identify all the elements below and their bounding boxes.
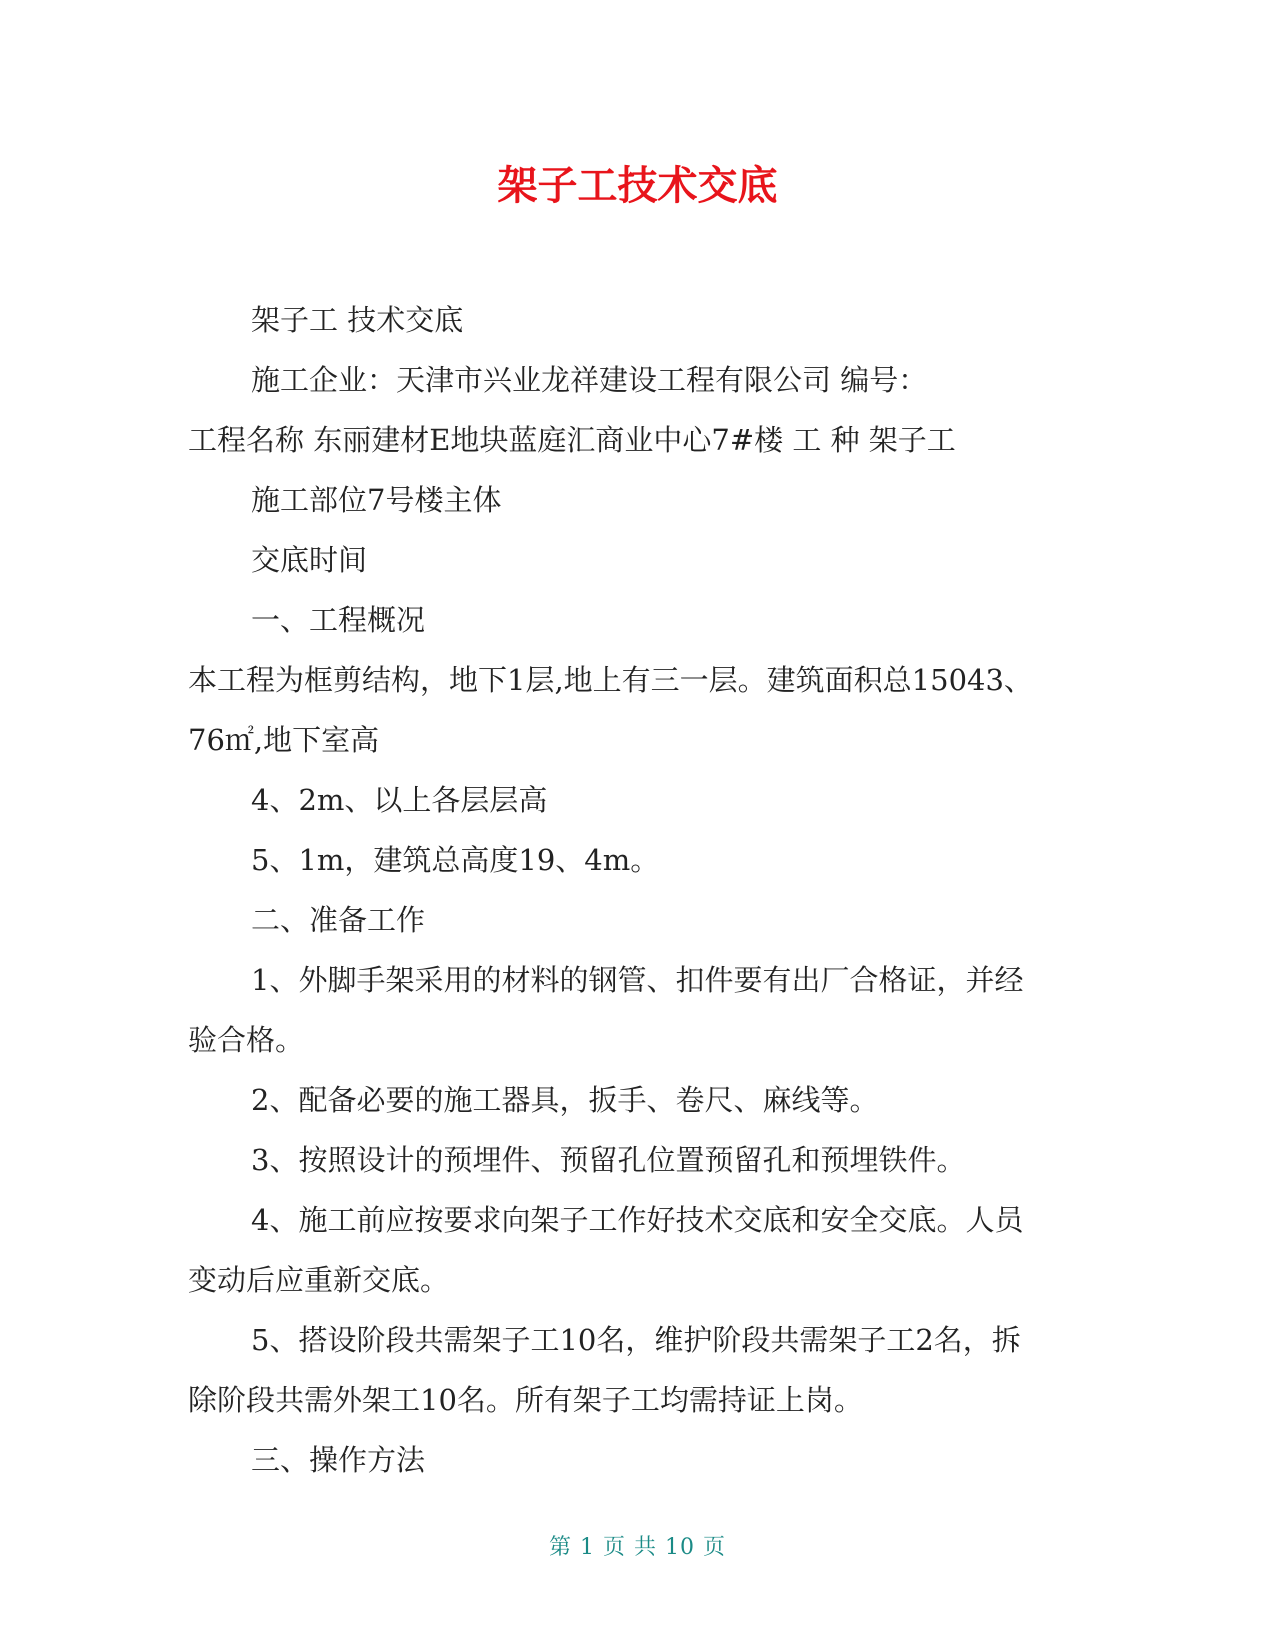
document-title: 架子工技术交底 (497, 163, 778, 209)
list-item-1-line-2: 验合格。 (188, 1023, 305, 1057)
list-item-1-line-1: 1、外脚手架采用的材料的钢管、扣件要有出厂合格证，并经 (251, 963, 1024, 997)
paragraph-project-name: 工程名称 东丽建材E地块蓝庭汇商业中心7#楼 工 种 架子工 (188, 423, 956, 457)
paragraph-overview-line-4: 5、1m，建筑总高度19、4m。 (251, 843, 660, 877)
page-number-footer: 第 1 页 共 10 页 (549, 1535, 726, 1560)
section-heading-overview: 一、工程概况 (251, 603, 426, 637)
list-item-2: 2、配备必要的施工器具，扳手、卷尺、麻线等。 (251, 1083, 879, 1117)
paragraph-overview-line-2: 76㎡,地下室高 (188, 723, 380, 757)
paragraph-overview-line-1: 本工程为框剪结构，地下1层,地上有三一层。建筑面积总15043、 (188, 663, 1033, 697)
paragraph-location: 施工部位7号楼主体 (251, 483, 502, 517)
section-heading-preparation: 二、准备工作 (251, 903, 426, 937)
list-item-4-line-1: 4、施工前应按要求向架子工作好技术交底和安全交底。人员 (251, 1203, 1024, 1237)
document-body (188, 290, 1083, 1490)
section-heading-method: 三、操作方法 (251, 1443, 426, 1477)
paragraph-date: 交底时间 (251, 543, 368, 577)
list-item-5-line-2: 除阶段共需外架工10名。所有架子工均需持证上岗。 (188, 1383, 863, 1417)
paragraph-heading: 架子工 技术交底 (251, 303, 464, 337)
list-item-3: 3、按照设计的预埋件、预留孔位置预留孔和预埋铁件。 (251, 1143, 966, 1177)
paragraph-overview-line-3: 4、2m、以上各层层高 (251, 783, 548, 817)
paragraph-company: 施工企业：天津市兴业龙祥建设工程有限公司 编号： (251, 363, 928, 397)
list-item-4-line-2: 变动后应重新交底。 (188, 1263, 450, 1297)
list-item-5-line-1: 5、搭设阶段共需架子工10名，维护阶段共需架子工2名，拆 (251, 1323, 1021, 1357)
